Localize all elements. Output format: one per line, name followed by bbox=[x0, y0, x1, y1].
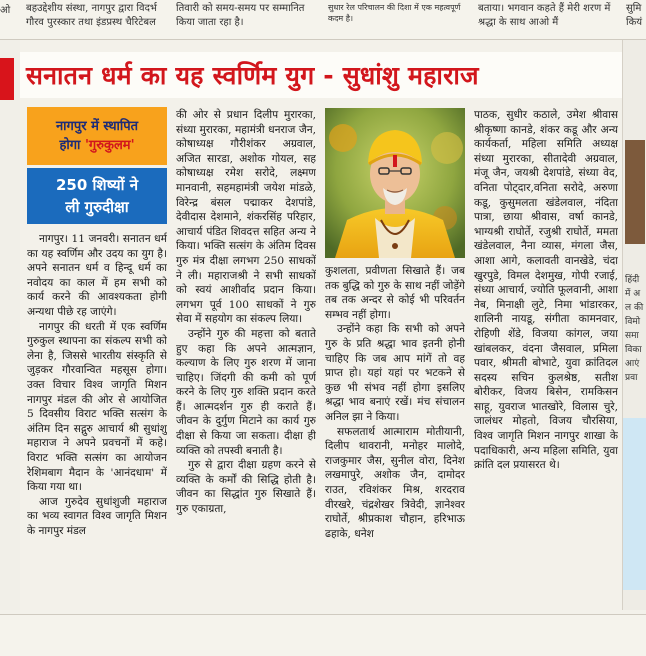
right-edge-line: ल की bbox=[625, 303, 644, 313]
top-fragment-3: सुधार रेल परिचालन की दिशा में एक महत्वपूर्ण कदम है। bbox=[328, 3, 461, 23]
right-edge-blue-box bbox=[623, 418, 646, 590]
article-paragraph: उन्होंने गुरु की महत्ता को बताते हुए कहा कि अपने आत्मज्ञान, कल्याण के लिए गुरु शरण में जाना चाहिए। जिंदगी की कमी को पूर्ण करने के लिए गुरु शक्ति प्रदान करते हैं। आत्मदर्शन गुरु ही कराते हैं। जीवन के दुर्गुण मिटाने का कार्य गुरु दीक्षा से किया जा सकता। दीक्षा ही व्यक्ति को तपस्वी बनाती है। bbox=[176, 327, 316, 457]
highlight-gurukulam: 'गुरुकुलम' bbox=[84, 138, 135, 153]
right-edge-photo bbox=[625, 140, 645, 244]
top-strip bbox=[0, 0, 646, 40]
article-column-1 bbox=[27, 232, 167, 604]
article-column-4 bbox=[474, 108, 618, 604]
right-edge-line: विमो bbox=[625, 317, 641, 327]
highlight-line-2-prefix: होगा bbox=[59, 138, 81, 153]
right-edge-line: आएं bbox=[625, 359, 640, 369]
highlight-line-1: नागपुर में स्थापित bbox=[55, 119, 139, 134]
guru-photo bbox=[325, 108, 465, 258]
top-fragment-2: तिवारी को समय-समय पर सम्मानित किया जाता रहा है। bbox=[176, 3, 305, 28]
highlight-box-blue bbox=[27, 168, 167, 224]
guru-portrait-icon bbox=[325, 108, 465, 258]
article-column-2 bbox=[176, 108, 316, 604]
top-fragment-4: बताया। भगवान कहते हैं मेरी शरण में श्रद्धा के साथ आओ मैं bbox=[478, 3, 611, 28]
article-paragraph: कुशलता, प्रवीणता सिखाते हैं। जब तक बुद्धि को गुरु के साथ नहीं जोड़ेंगे तब तक अन्दर से कोई भी परिवर्तन सम्भव नहीं होगा। bbox=[325, 265, 465, 321]
headline: सनातन धर्म का यह स्वर्णिम युग - सुधांशु महाराज bbox=[26, 61, 479, 90]
highlight-line-2 bbox=[27, 136, 167, 155]
right-edge-line: समा bbox=[625, 331, 639, 341]
article-paragraph: सफलतार्थ आत्माराम मोतीयानी, दिलीप थावरानी, मनोहर मालोदे, राजकुमार जैस, सुनील वोरा, दिनेश लखमापुरे, अशोक जैन, दामोदर राउत, रविशंकर मिश्र, शरदराव वीरखरे, चंद्रशेखर त्रिवेदी, ज्ञानेश्वर राघोर्ते, श्रीप्रकाश चौहान, हरिभाऊ ढहाके, धनेश bbox=[325, 425, 465, 540]
article-column-3 bbox=[325, 264, 465, 604]
article-paragraph: पाठक, सुधीर कठाले, उमेश श्रीवास श्रीकृष्णा कानडे, शंकर कडू और अन्य कार्यकर्ता, महिला समिति अध्यक्ष संध्या मुरारका, सीतादेवी अग्रवाल, मंजू जैन, जयश्री देशपांडे, संध्या वेद, वनिता पोट्दार,वनिता सरोदे, अरुणा कडू, कुसुमलता खंडेलवाल, नंदिता पात्रा, छाया श्रीवास, वर्षा कानडे, भाग्यश्री राघोर्ते, रजुश्री राघोर्ते, ममता खंडेलवाल, नैना व्यास, मंगला जैस, आशा आगे, कलावती वानखेडे, चंदा खुरपुडे, विमल देशमुख, गोपी रजाई, संध्या आचार्य, ज्योति फूलवानी, आशा नेब, मिनाक्षी लुटे, निमा भांडारकर, शालिनी नायडू, संगीता कामनवार, रोहिणी शेंडे, विजया कांगल, जया खांबलकर, वंदना जैसवाल, प्रमिला पवार, श्रीमती बोभाटे, युवा क्रांतिदल सदस्य सचिन कुलश्रेष्ठ, सतीश बोरीकर, विजय बिसेन, रामकिसन साहू, युवराज भातखोरे, विलास चुरे, जालंधर मोहतो, विजय चौरसिया, विश्व जागृति मिशन नागपुर शाखा के पदाधिकारी, अन्य महिला समिति, युवा क्रांति दल प्रयासरत थे। bbox=[474, 109, 618, 472]
article-paragraph: गुरु से द्वारा दीक्षा ग्रहण करने से व्यक्ति के कर्मों की सिद्धि होती है। जीवन का सिद्धांत गुरु सिखाते हैं। गुरु एकाग्रता, bbox=[176, 459, 316, 516]
blue-line-1: 250 शिष्यों ने bbox=[55, 176, 139, 194]
article-paragraph: उन्होंने कहा कि सभी को अपने गुरु के प्रति श्रद्धा भाव इतनी होनी चाहिए कि जब आप मांगें तो वह प्राप्त हो। यहां यहां पर भटकने से कुछ भी संभव नहीं होगा इसलिए श्रद्धा भाव बनाएं रखें। मंच संचालन अनिल झा ने किया। bbox=[325, 323, 465, 423]
top-left-fragment: ओ bbox=[0, 5, 11, 16]
right-edge-line: प्रवा bbox=[625, 373, 638, 383]
blue-line-2: ली गुरुदीक्षा bbox=[65, 198, 129, 216]
top-fragment-5: सुमि कियं bbox=[626, 3, 643, 28]
right-edge-line: में अ bbox=[625, 289, 641, 299]
left-edge-column bbox=[0, 40, 20, 610]
right-edge-column bbox=[622, 40, 646, 610]
article-paragraph: आज गुरुदेव सुधांशुजी महाराज का भव्य स्वागत विश्व जागृति मिशन के नागपुर मंडल bbox=[27, 495, 167, 537]
headline-bar bbox=[20, 52, 622, 98]
top-fragment-1: बहउद्देशीय संस्था, नागपुर द्वारा विदर्भ गौरव पुरस्कार तथा इंडप्रस्थ चैरिटेबल bbox=[26, 3, 157, 28]
highlight-box-orange bbox=[27, 107, 167, 165]
right-edge-line: हिंदी bbox=[625, 275, 640, 285]
article-paragraph: की ओर से प्रधान दिलीप मुरारका, संध्या मुरारका, महामंत्री धनराज जैन, कोषाध्यक्ष गौरीशंकर अग्रवाल, अजित सारडा, अशोक गोयल, सह कोषाध्यक्ष रमेश सरोदे, लक्ष्मण मानवानी, सहमहामंत्री जयेश मांडळे, विरेन्द्र बंसल पद्माकर देशपांडे, देवीदास देशमाने, शंकरसिंह परिहार, आचार्य पंडित शिवदत्त सहित अन्य ने किया। भक्ति सत्संग के अंतिम दिवस गुरु मंत्र दीक्षा लगभग 250 साधकों ने ली। महाराजश्री ने सभी साधकों को स्वयं आशीर्वाद प्रदान किया। लगभग पूर्व 100 साधकों ने गुरु सेवा में सहयोग का संकल्प लिया। bbox=[176, 109, 316, 326]
right-edge-line: विका bbox=[625, 345, 642, 355]
article-paragraph: नागपुर की धरती में एक स्वर्णिम गुरुकुल स्थापना का संकल्प सभी को लेना है, जिससे भारतीय संस्कृति से जुड़कर गौरवान्वित महसूस होगा। उक्त विचार विश्व जागृति मिशन नागपुर मंडल की ओर से आयोजित 5 दिवसीय विराट भक्ति सत्संग के अंतिम दिन सद्गुरु आचार्य श्री सुधांशु महाराज ने अपने प्रवचनों में कहे। विराट भक्ति सत्संग का आयोजन रेशिमबाग मैदान के 'आनंदधाम' में किया गया था। bbox=[27, 320, 167, 494]
left-edge-red-tab bbox=[0, 58, 14, 100]
article-paragraph: नागपुर। 11 जनवरी। सनातन धर्म का यह स्वर्णिम और उदय का युग है। अपने सनातन धर्म व हिन्दू धर्म का नवोदय का काल में हम सभी को कार्य करने की आवश्यकता होगी अन्यथा पीछे रह जाएंगे। bbox=[27, 233, 167, 318]
bottom-margin bbox=[0, 614, 646, 656]
